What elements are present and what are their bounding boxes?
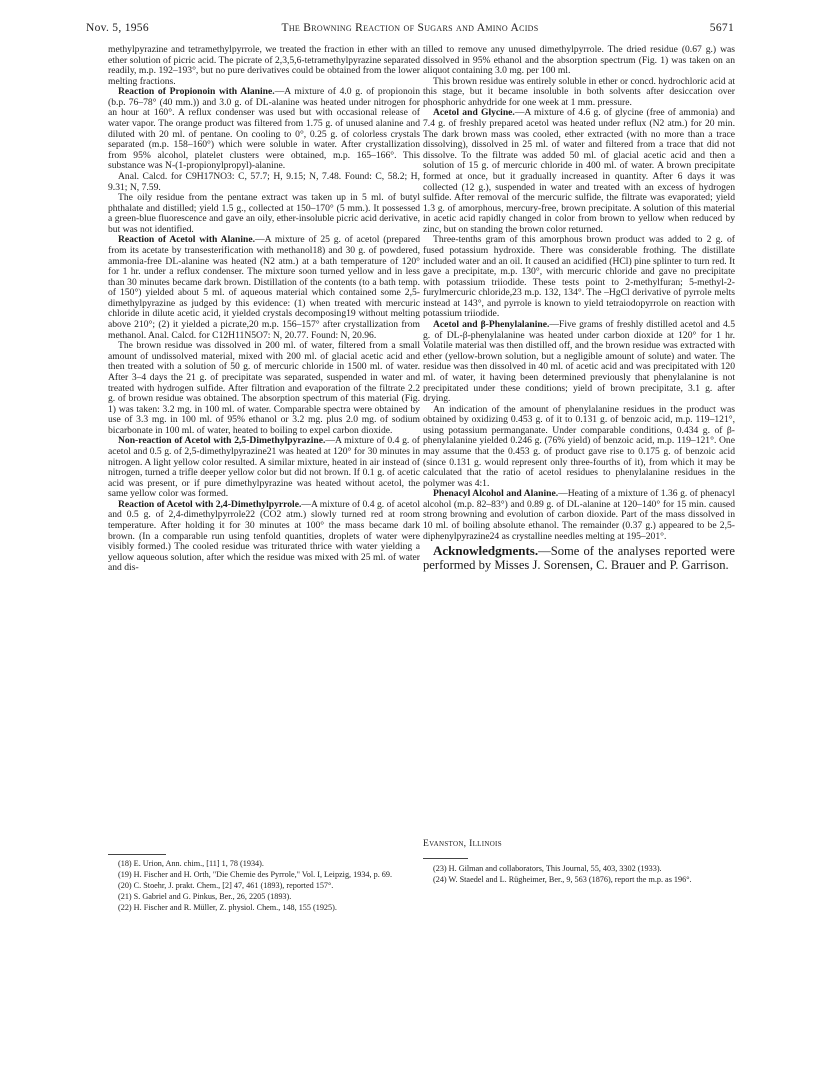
- paragraph-text: —A mixture of 4.6 g. of glycine (free of ammonia) and 7.4 g. of freshly prepared acetol was heated under reflux (N2 atm.) for 20 min. The dark brown mass was cooled, ether extracted (with no more than a trace dissolving), dissolved in 25 ml. of water and filtered from a trace that did not dissolve. To the filtrate was added 50 ml. of glacial acetic acid and then a solution of 15 g. of mercuric chloride in 400 ml. of water. A brown precipitate formed at once, but it gradually increased in quantity. After 6 days it was collected (12 g.), suspended in water and treated with an excess of hydrogen sulfide. After removal of the mercuric sulfide, the filtrate was evaporated; yield 1.3 g. of amorphous, mercury-free, brown precipitate. A solution of this material in acetic acid rapidly changed in color from brown to yellow when reduced by zinc, but on standing the brown color returned.: [423, 107, 735, 235]
- paragraph-text: —Heating of a mixture of 1.36 g. of phenacyl alcohol (m.p. 82–83°) and 0.89 g. of DL-alanine at 120–140° for 15 min. caused strong browning and evolution of carbon dioxide. Part of the mass dissolved in 10 ml. of boiling absolute ethanol. The remainder (0.37 g.) appeared to be 2,5-diphenylpyrazine24 as crystalline needles melting at 195–201°.: [423, 488, 735, 542]
- footnote-divider-left: [108, 854, 166, 855]
- paragraph-text: tilled to remove any unused dimethylpyrrole. The dried residue (0.67 g.) was dissolved in 95% ethanol and the absorption spectrum (Fig. 1) was taken on an aliquot containing 3.0 mg. per 100 ml.: [423, 44, 735, 77]
- body-paragraph: [108, 87, 420, 172]
- paragraph-text: —Five grams of freshly distilled acetol and 4.5 g. of DL-β-phenylalanine was heated under carbon dioxide at 120° for 1 hr. Volatile material was then distilled off, and the brown residue was extracted with ether (yellow-brown solution, but a negligible amount of solute) and water. The residue was then dissolved in 40 ml. of acetic acid and was precipitated with 120 ml. of water, it having been determined previously that phenylalanine is not precipitated under these conditions; yield of brown precipitate, 3.1 g. after drying.: [423, 319, 735, 405]
- body-paragraph: [423, 489, 735, 542]
- body-paragraph: [423, 77, 735, 109]
- section-heading: Acetol and β-Phenylalanine.: [433, 319, 550, 331]
- paragraph-text: Anal. Calcd. for C9H17NO3: C, 57.7; H, 9.15; N, 7.48. Found: C, 58.2; H, 9.31; N, 7.59.: [108, 170, 420, 193]
- footnote: (23) H. Gilman and collaborators, This Journal, 55, 403, 3302 (1933).: [433, 864, 662, 873]
- body-paragraph: [423, 235, 735, 320]
- section-heading: Reaction of Acetol with 2,4-Dimethylpyrrole.: [118, 498, 302, 510]
- paragraph-text: methylpyrazine and tetramethylpyrrole, we treated the fraction in ether with an ether solution of picric acid. The picrate of 2,3,5,6-tetramethylpyrazine separated readily, m.p. 192–193°, but no pure derivatives could be obtained from the lower melting fractions.: [108, 44, 420, 87]
- section-heading: Non-reaction of Acetol with 2,5-Dimethylpyrazine.: [118, 435, 326, 447]
- paragraph-text: This brown residue was entirely soluble in ether or concd. hydrochloric acid at this stage, but it became insoluble in both solvents after desiccation over phosphoric anhydride for one week at 1 mm. pressure.: [423, 75, 735, 108]
- section-heading: Phenacyl Alcohol and Alanine.: [433, 488, 559, 500]
- right-column: [423, 45, 735, 572]
- paragraph-text: The brown residue was dissolved in 200 ml. of water, filtered from a small amount of undissolved material, mixed with 200 ml. of glacial acetic acid and then treated with a solution of 50 g. of mercuric chloride in 1500 ml. of water. After 3–4 days the 21 g. of precipitate was separated, suspended in water and treated with hydrogen sulfide. After filtration and evaporation of the filtrate 2.2 g. of brown residue was obtained. The absorption spectrum of this material (Fig. 1) was taken: 3.2 mg. in 100 ml. of water. Comparable spectra were obtained by use of 3.3 mg. in 100 ml. of 95% ethanol or 3.2 mg. plus 2.0 mg. of sodium bicarbonate in 100 ml. of water, heated to boiling to expel carbon dioxide.: [108, 340, 420, 436]
- body-paragraph: [108, 235, 420, 341]
- body-paragraph: [423, 405, 735, 490]
- footnote-divider-right: [423, 858, 468, 859]
- running-header: [86, 22, 734, 38]
- footnote: (21) S. Gabriel and G. Pinkus, Ber., 26, 2205 (1893).: [118, 892, 292, 901]
- paragraph-text: The oily residue from the pentane extract was taken up in 5 ml. of butyl phthalate and distilled; yield 1.5 g., collected at 150–170° (5 mm.). It possessed a green-blue fluorescence and gave an oily, ether-insoluble picric acid derivative, but was not identified.: [108, 192, 420, 235]
- body-paragraph: [108, 436, 420, 499]
- acknowledgments-paragraph: [423, 544, 735, 572]
- body-paragraph: [423, 108, 735, 235]
- footnote: (20) C. Stoehr, J. prakt. Chem., [2] 47, 461 (1893), reported 157°.: [118, 881, 334, 890]
- paragraph-text: —A mixture of 0.4 g. of acetol and 0.5 g. of 2,5-dimethylpyrazine21 was heated at 120° for 30 minutes in nitrogen. A light yellow color resulted. A similar mixture, heated in air instead of nitrogen, turned a trifle deeper yellow color but did not brown. If 0.1 g. of acetic acid was present, or if pure dimethylpyrazine was heated without acetol, the same yellow color was formed.: [108, 435, 421, 500]
- body-paragraph: [423, 45, 735, 77]
- left-column: [108, 45, 420, 574]
- header-date: Nov. 5, 1956: [86, 22, 149, 34]
- section-heading: Reaction of Acetol with Alanine.: [118, 234, 256, 246]
- body-paragraph: [108, 193, 420, 235]
- footnote: (19) H. Fischer and H. Orth, "Die Chemie des Pyrrole," Vol. I, Leipzig, 1934, p. 69.: [118, 870, 393, 879]
- body-paragraph: [108, 172, 420, 193]
- section-heading: Acetol and Glycine.: [433, 107, 515, 119]
- author-location: Evanston, Illinois: [423, 838, 502, 849]
- footnote: (24) W. Staedel and L. Rügheimer, Ber., 9, 563 (1876), report the m.p. as 196°.: [433, 875, 692, 884]
- acknowledgments-heading: Acknowledgments.: [433, 543, 539, 559]
- paragraph-text: An indication of the amount of phenylalanine residues in the product was obtained by oxidizing 0.453 g. of it to 0.131 g. of benzoic acid, m.p. 119–121°, using potassium permanganate. Under comparable conditions, 0.434 g. of β-phenylalanine yielded 0.246 g. (76% yield) of benzoic acid, m.p. 119–121°. One may assume that the 0.453 g. of product gave rise to 0.175 g. of benzoic acid (since 0.131 g. would represent only three-fourths of it), from which it may be calculated that the ratio of acetol residues to phenylalanine residues in the polymer was 4:1.: [423, 403, 735, 489]
- paragraph-text: —A mixture of 25 g. of acetol (prepared from its acetate by transesterification with methanol18) and 30 g. of powdered, ammonia-free DL-alanine was heated (N2 atm.) at a bath temperature of 120° for 1 hr. under a reflux condenser. The mixture soon turned yellow and in less than 30 minutes became dark brown. Distillation of the contents (to a bath temp. of 150°) yielded about 5 ml. of aqueous material which contained some 2,5-dimethylpyrazine as judged by this evidence: (1) when treated with mercuric chloride in dilute acetic acid, it yielded crystals decomposing19 without melting above 210°; (2) it yielded a picrate,20 m.p. 156–157° after crystallization from methanol. Anal. Calcd. for C12H11N5O7: N, 20.77. Found: N, 20.96.: [108, 234, 421, 341]
- footnotes-left: [108, 858, 420, 913]
- footnote: (18) E. Urion, Ann. chim., [11] 1, 78 (1934).: [118, 859, 264, 868]
- acknowledgments-text: —Some of the analyses reported were performed by Misses J. Sorensen, C. Brauer and P. Garrison.: [423, 544, 735, 573]
- body-paragraph: [108, 341, 420, 436]
- section-heading: Reaction of Propionoin with Alanine.: [118, 86, 275, 98]
- paragraph-text: —A mixture of 0.4 g. of acetol and 0.5 g. of 2,4-dimethylpyrrole22 (CO2 atm.) slowly turned red at room temperature. After holding it for 30 minutes at 100° the mass became dark brown. (In a comparable run using tenfold quantities, droplets of water were visibly formed.) The cooled residue was triturated thrice with water yielding a yellow aqueous solution, after which the residue was mixed with 25 ml. of water and dis-: [108, 498, 420, 574]
- footnotes-right: [423, 863, 735, 885]
- paragraph-text: Three-tenths gram of this amorphous brown product was added to 2 g. of fused potassium hydroxide. There was considerable frothing. The distillate included water and an oil. It caused an acidified (HCl) pine splinter to turn red. It gave a precipitate, m.p. 130°, with mercuric chloride and gave no precipitate with potassium triiodide. These tests point to 2-methylfuran; 5-methyl-2-furylmercuric chloride,23 m.p. 132, 134°. The –HgCl derivative of pyrrole melts instead at 143°, and pyrrole is known to yield tetraiodopyrrole on reaction with potassium triiodide.: [423, 234, 735, 320]
- body-paragraph: [108, 45, 420, 87]
- body-paragraph: [108, 500, 420, 574]
- paragraph-text: —A mixture of 4.0 g. of propionoin (b.p. 76–78° (40 mm.)) and 3.0 g. of DL-alanine was heated under nitrogen for an hour at 160°. A reflux condenser was used but with occasional release of water vapor. The orange product was filtered from 1.75 g. of unused alanine and diluted with 20 ml. of pentane. On cooling to 0°, 0.25 g. of colorless crystals separated (m.p. 158–160°) which were soluble in water. After crystallization from 95% alcohol, platelet clusters were obtained, m.p. 165–166°. This substance was N-(1-propionylpropyl)-alanine.: [108, 86, 420, 172]
- footnote: (22) H. Fischer and R. Müller, Z. physiol. Chem., 148, 155 (1925).: [118, 903, 337, 912]
- header-page-number: 5671: [709, 22, 734, 34]
- body-paragraph: [423, 320, 735, 405]
- header-title: The Browning Reaction of Sugars and Amino Acids: [281, 22, 539, 34]
